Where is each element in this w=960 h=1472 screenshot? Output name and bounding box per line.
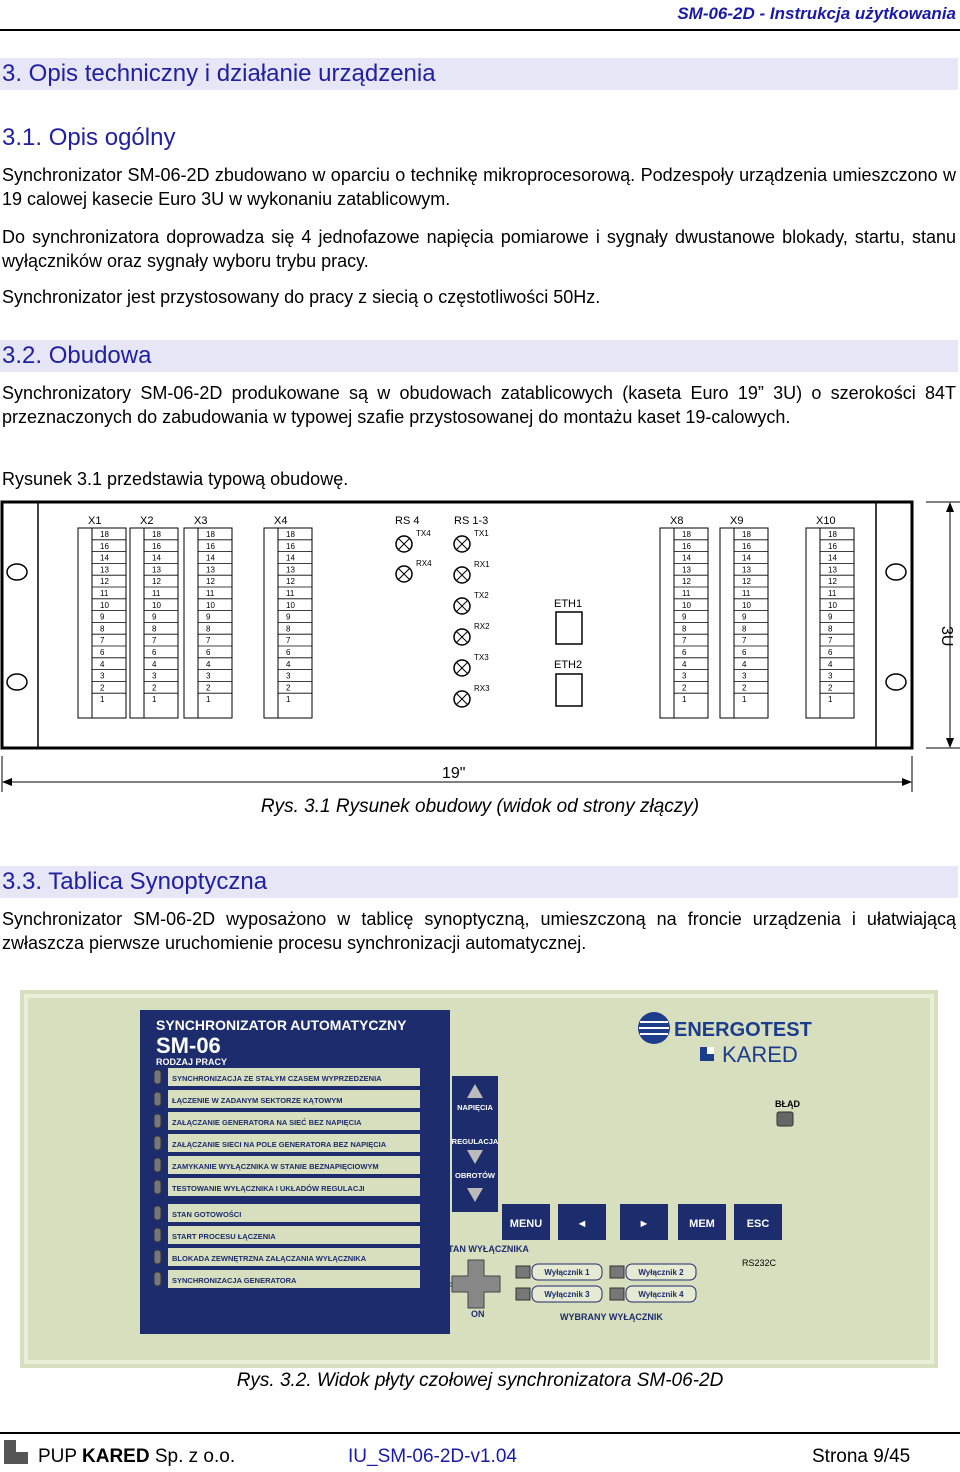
regulation-label: NAPIĘCIA [457,1103,493,1112]
mode-led [154,1070,161,1084]
footer-doc-id: IU_SM-06-2D-v1.04 [348,1446,517,1467]
pin-number: 1 [100,695,105,705]
pin-number: 8 [286,624,291,634]
pin-number: 3 [152,671,157,681]
status-item: STAN GOTOWOŚCI [172,1210,242,1219]
pin-number: 16 [828,541,837,551]
pin-number: 14 [742,553,751,563]
pin-number: 9 [682,612,687,622]
breaker-led [516,1266,530,1278]
pin-number: 6 [742,648,747,657]
mode-led [154,1136,161,1150]
pin-number: 14 [682,553,691,563]
mode-header: RODZAJ PRACY [156,1057,228,1067]
section-3-3-paragraph-1: Synchronizator SM-06-2D wyposażono w tablicę synoptyczną, umieszczoną na froncie urządzenia i ułatwiającą zwłaszcza pierwsze uruchomienie procesu synchronizacji automatycznej. [2,909,956,953]
eth2-label: ETH2 [554,659,583,671]
rs13-label: RS 1-3 [454,515,489,527]
company-logo-icon [4,1440,28,1464]
pin-number: 2 [152,683,157,693]
pin-number: 8 [828,624,833,634]
connector-pin-strip [820,528,854,718]
panel-title-1: SYNCHRONIZATOR AUTOMATYCZNY [156,1017,407,1033]
pin-number: 9 [742,612,747,622]
connector-label: X4 [274,515,288,527]
mode-led [154,1158,161,1172]
document-header-title: SM-06-2D - Instrukcja użytkowania [677,4,956,23]
connector-label: X1 [88,515,102,527]
key-label: MEM [689,1218,715,1230]
port-label: TX3 [474,653,489,662]
pin-number: 18 [206,530,215,539]
connector-pin-strip [198,528,232,718]
connector-pin-strip [278,528,312,718]
pin-number: 11 [100,589,109,598]
pin-number: 9 [100,612,105,622]
breaker-led [516,1288,530,1300]
enclosure-drawing [0,500,960,792]
breaker-label: Wyłącznik 4 [638,1290,684,1299]
pin-number: 8 [100,624,105,634]
pin-number: 6 [100,648,105,657]
pin-number: 18 [742,530,751,539]
pin-number: 2 [742,683,747,693]
pin-number: 14 [206,553,215,563]
status-item: BLOKADA ZEWNĘTRZNA ZAŁĄCZANIA WYŁĄCZNIKA [172,1254,367,1263]
pin-number: 10 [286,600,295,610]
pin-number: 9 [286,612,291,622]
pin-number: 14 [152,553,161,563]
eth1-label: ETH1 [554,598,583,610]
pin-number: 14 [286,553,295,563]
port-label: TX1 [474,529,489,538]
pin-number: 16 [286,541,295,551]
pin-number: 18 [682,530,691,539]
pin-number: 4 [828,659,833,669]
pin-number: 10 [682,600,691,610]
breaker-label: Wyłącznik 1 [544,1268,590,1277]
error-label: BŁĄD [775,1099,800,1109]
pin-number: 8 [152,624,157,634]
pin-number: 9 [152,612,157,622]
breaker-led [610,1288,624,1300]
pin-number: 3 [682,671,687,681]
status-led [154,1206,161,1220]
pin-number: 4 [100,659,105,669]
switch-state-label: STAN WYŁĄCZNIKA [442,1244,529,1254]
section-3-heading: 3. Opis techniczny i działanie urządzenia [0,58,958,90]
pin-number: 11 [828,589,837,598]
rs4-label: RS 4 [395,515,420,527]
pin-number: 4 [682,659,687,669]
pin-number: 11 [152,589,161,598]
mode-led [154,1092,161,1106]
key-label: ESC [746,1218,770,1230]
pin-number: 13 [742,565,751,575]
connector-block [184,528,198,718]
pin-number: 12 [286,577,295,587]
pin-number: 18 [152,530,161,539]
pin-number: 1 [742,695,747,705]
pin-number: 11 [286,589,295,598]
pin-number: 9 [828,612,833,622]
pin-number: 6 [828,648,833,657]
selected-breaker-label: WYBRANY WYŁĄCZNIK [560,1312,663,1322]
section-3-3-heading: 3.3. Tablica Synoptyczna [0,866,958,898]
mode-item: ZAŁĄCZANIE SIECI NA POLE GENERATORA BEZ NAPIĘCIA [172,1140,387,1149]
status-led [154,1250,161,1264]
pin-number: 11 [742,589,751,598]
connector-pin-strip [92,528,126,718]
connector-label: X2 [140,515,154,527]
pin-number: 12 [828,577,837,587]
pin-number: 18 [286,530,295,539]
mode-led [154,1180,161,1194]
pin-number: 6 [286,648,291,657]
mount-hole [7,674,27,690]
connector-pin-strip [674,528,708,718]
pin-number: 13 [152,565,161,575]
connector-block [806,528,820,718]
port-label: RX2 [474,622,490,631]
pin-number: 3 [828,671,833,681]
pin-number: 7 [286,636,291,646]
pin-number: 8 [206,624,211,634]
front-panel [20,990,938,1368]
pin-number: 16 [682,541,691,551]
pin-number: 10 [828,600,837,610]
brand-energotest: ENERGOTEST [674,1019,812,1041]
pin-number: 1 [152,695,157,705]
connector-block [130,528,144,718]
section-3-1-heading: 3.1. Opis ogólny [2,124,176,151]
pin-number: 12 [152,577,161,587]
height-label: 3U [938,626,955,647]
mode-item: ŁĄCZENIE W ZADANYM SEKTORZE KĄTOWYM [172,1096,343,1105]
mount-hole [7,564,27,580]
pin-number: 14 [100,553,109,563]
connector-block [720,528,734,718]
mode-item: ZAŁĄCZANIE GENERATORA NA SIEĆ BEZ NAPIĘCIA [172,1118,362,1127]
mode-item: SYNCHRONIZACJA ZE STAŁYM CZASEM WYPRZEDZENIA [172,1074,382,1083]
pin-number: 18 [828,530,837,539]
status-led [154,1228,161,1242]
pin-number: 10 [100,600,109,610]
mode-item: ZAMYKANIE WYŁĄCZNIKA W STANIE BEZNAPIĘCIOWYM [172,1162,379,1171]
connector-label: X8 [670,515,684,527]
port-label: RX4 [416,559,432,568]
pin-number: 3 [286,671,291,681]
width-label: 19" [442,765,466,782]
port-label: TX4 [416,529,431,538]
pin-number: 1 [828,695,833,705]
connector-label: X10 [816,515,836,527]
brand-kared: KARED [722,1042,798,1067]
connector-block [660,528,674,718]
section-3-2-heading: 3.2. Obudowa [0,340,958,372]
port-label: TX2 [474,591,489,600]
figure-3-2-caption: Rys. 3.2. Widok płyty czołowej synchronizatora SM-06-2D [236,1370,724,1391]
connector-pin-strip [144,528,178,718]
breaker-label: Wyłącznik 3 [544,1290,590,1299]
pin-number: 12 [682,577,691,587]
figure-3-1-caption: Rys. 3.1 Rysunek obudowy (widok od strony złączy) [260,796,700,817]
status-led [154,1272,161,1286]
footer-company: PUP KARED Sp. z o.o. [38,1446,236,1467]
key-label: MENU [509,1218,543,1230]
footer-rule [0,1432,960,1434]
pin-number: 1 [682,695,687,705]
pin-number: 2 [100,683,105,693]
pin-number: 2 [286,683,291,693]
pin-number: 13 [100,565,109,575]
pin-number: 3 [742,671,747,681]
pin-number: 2 [682,683,687,693]
pin-number: 16 [100,541,109,551]
status-item: SYNCHRONIZACJA GENERATORA [172,1276,297,1285]
section-3-1-paragraph-3: Synchronizator jest przystosowany do pracy z siecią o częstotliwości 50Hz. [2,287,601,307]
breaker-label: Wyłącznik 2 [638,1268,684,1277]
pin-number: 13 [286,565,295,575]
pin-number: 18 [100,530,109,539]
mode-item: TESTOWANIE WYŁĄCZNIKA I UKŁADÓW REGULACJI [172,1184,365,1193]
regulation-label: OBROTÓW [455,1171,495,1180]
pin-number: 6 [206,648,211,657]
panel-title-2: SM-06 [156,1033,221,1058]
pin-number: 4 [152,659,157,669]
pin-number: 8 [682,624,687,634]
pin-number: 4 [206,659,211,669]
port-label: RX1 [474,560,490,569]
section-3-2-paragraph-1: Synchronizatory SM-06-2D produkowane są w obudowach zatablicowych (kaseta Euro 19” 3U) o szerokości 84T przeznaczonych do zabudowania w typowej szafie przystosowanej do montażu kaset 19-calowych. [2,383,956,427]
section-3-1-paragraph-1: Synchronizator SM-06-2D zbudowano w oparciu o technikę mikroprocesorową. Podzespoły urządzenia umieszczono w 19 calowej kasecie Euro 3U w wykonaniu zatablicowym. [2,165,956,209]
pin-number: 13 [682,565,691,575]
port-label: RX3 [474,684,490,693]
rs232-label: RS232C [742,1258,777,1268]
pin-number: 1 [206,695,211,705]
connector-pin-strip [734,528,768,718]
on-label: ON [471,1309,485,1319]
key-label: ◄ [576,1218,588,1230]
pin-number: 14 [828,553,837,563]
connector-block [264,528,278,718]
error-led [777,1112,793,1126]
pin-number: 2 [206,683,211,693]
connector-label: X9 [730,515,744,527]
mount-hole [886,674,906,690]
pin-number: 6 [152,648,157,657]
pin-number: 16 [742,541,751,551]
breaker-led [610,1266,624,1278]
pin-number: 10 [152,600,161,610]
pin-number: 13 [828,565,837,575]
key-label: ► [638,1218,650,1230]
mount-hole [886,564,906,580]
eth1-port [556,612,582,644]
pin-number: 12 [206,577,215,587]
pin-number: 6 [682,648,687,657]
pin-number: 12 [100,577,109,587]
pin-number: 7 [828,636,833,646]
pin-number: 4 [742,659,747,669]
pin-number: 13 [206,565,215,575]
pin-number: 16 [152,541,161,551]
off-label: OFF [434,1281,452,1291]
pin-number: 11 [682,589,691,598]
pin-number: 7 [682,636,687,646]
eth2-port [556,674,582,706]
connector-block [78,528,92,718]
pin-number: 8 [742,624,747,634]
pin-number: 3 [206,671,211,681]
pin-number: 7 [152,636,157,646]
pin-number: 12 [742,577,751,587]
pin-number: 7 [100,636,105,646]
pin-number: 9 [206,612,211,622]
connector-label: X3 [194,515,208,527]
footer-page-number: Strona 9/45 [812,1446,911,1467]
status-item: START PROCESU ŁĄCZENIA [172,1232,276,1241]
pin-number: 1 [286,695,291,705]
pin-number: 11 [206,589,215,598]
section-3-2-paragraph-2: Rysunek 3.1 przedstawia typową obudowę. [2,469,349,489]
section-3-1-paragraph-2: Do synchronizatora doprowadza się 4 jednofazowe napięcia pomiarowe i sygnały dwustanowe blokady, startu, stanu wyłączników oraz sygnały wyboru trybu pracy. [2,227,956,271]
mode-led [154,1114,161,1128]
pin-number: 16 [206,541,215,551]
pin-number: 4 [286,659,291,669]
header-rule [0,29,960,31]
pin-number: 2 [828,683,833,693]
pin-number: 7 [742,636,747,646]
pin-number: 10 [742,600,751,610]
pin-number: 7 [206,636,211,646]
regulation-label: REGULACJA [451,1137,499,1146]
pin-number: 3 [100,671,105,681]
pin-number: 10 [206,600,215,610]
